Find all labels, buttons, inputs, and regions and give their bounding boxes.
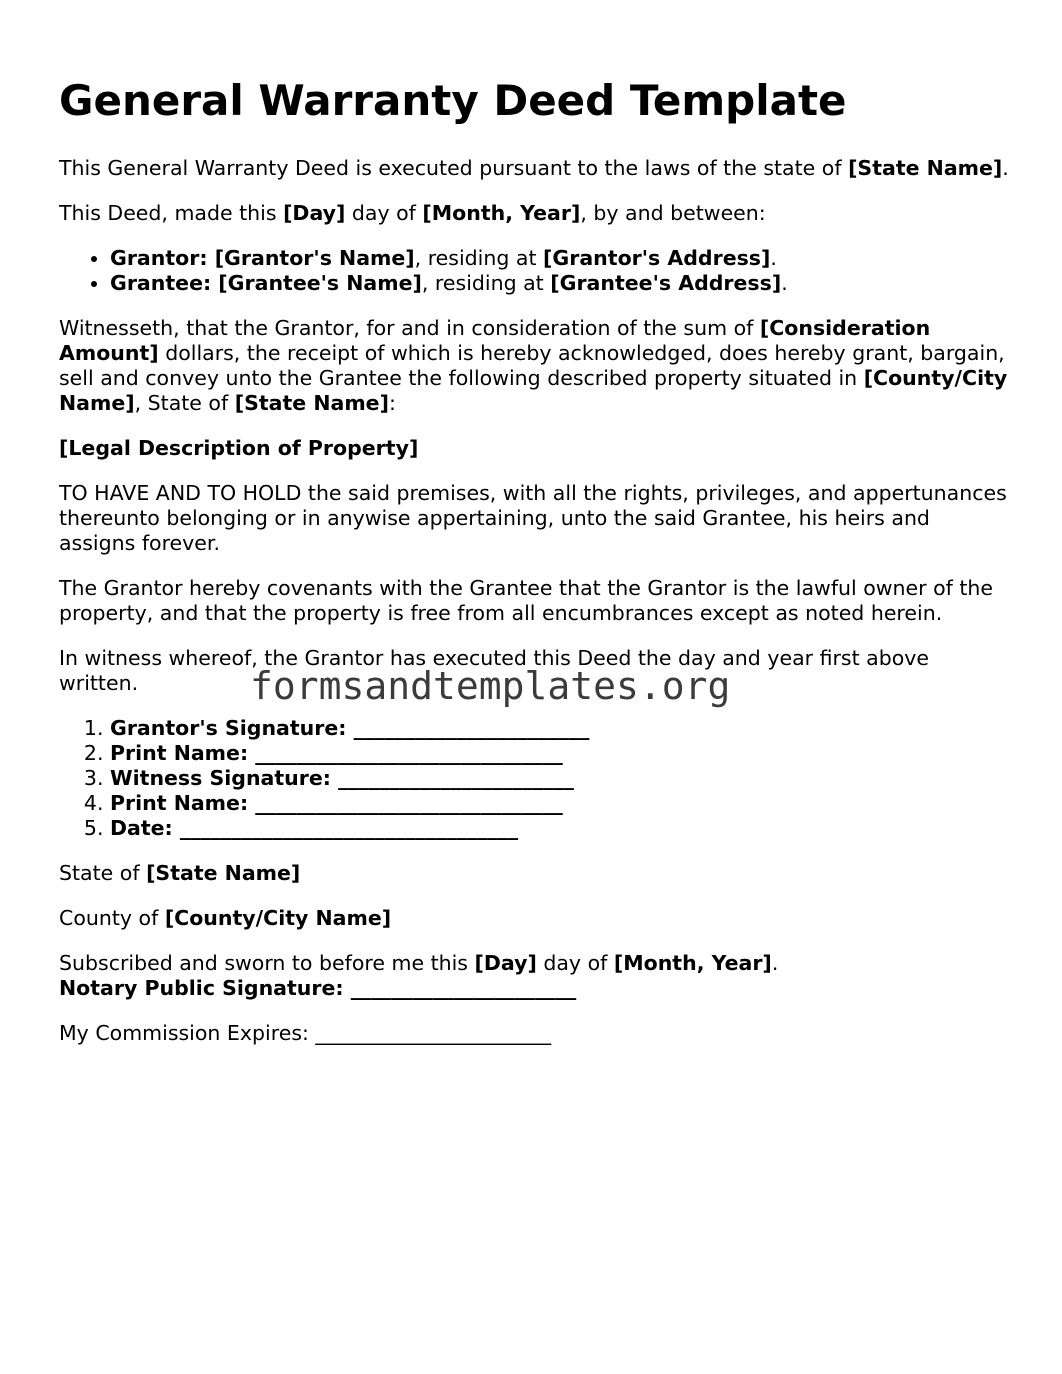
witnesseth-text-2: dollars, the receipt of which is hereby acknowledged, does hereby grant, bargain, sell and convey unto the Grantee the following described property situated in: [59, 341, 1005, 390]
parties-list: [59, 246, 1009, 296]
county-label: County of: [59, 906, 165, 930]
county-line: [59, 906, 1009, 931]
covenant-paragraph: The Grantor hereby covenants with the Grantee that the Grantor is the lawful owner of the property, and that the property is free from all encumbrances except as noted herein.: [59, 576, 994, 625]
grantee-end: .: [781, 271, 788, 295]
signature-line: [110, 766, 1009, 791]
day-placeholder: [Day]: [283, 201, 346, 225]
watermark: formsandtemplates.org: [250, 664, 731, 708]
state-line: [59, 861, 1009, 886]
intro-text: This General Warranty Deed is executed pursuant to the laws of the state of: [59, 156, 849, 180]
legal-description-placeholder: [Legal Description of Property]: [59, 436, 419, 460]
sworn-end: .: [771, 951, 779, 975]
witness-print-name-line: Print Name: ______________________________: [110, 791, 563, 815]
sworn-text-2: day of: [536, 951, 614, 975]
grantor-address: [Grantor's Address]: [543, 246, 771, 270]
grantor-signature-line: Grantor's Signature: _______________________: [110, 716, 590, 740]
grantor-item: [110, 246, 1009, 271]
grantee-residing: , residing at: [421, 271, 551, 295]
witnesseth-text-3: , State of: [134, 391, 235, 415]
witness-signature-line: Witness Signature: _______________________: [110, 766, 574, 790]
document: [59, 76, 1009, 1066]
state-value: [State Name]: [146, 861, 301, 885]
state-name-placeholder: [State Name]: [848, 156, 1003, 180]
county-value: [County/City Name]: [164, 906, 392, 930]
signature-line: [110, 741, 1009, 766]
intro-end: .: [1002, 156, 1009, 180]
made-text-3: , by and between:: [580, 201, 766, 225]
signature-list: [59, 716, 1009, 841]
notary-signature-line: Notary Public Signature: ______________________: [59, 976, 577, 1000]
grantor-print-name-line: Print Name: ______________________________: [110, 741, 563, 765]
page-title: General Warranty Deed Template: [59, 76, 847, 125]
intro-paragraph: [59, 156, 1009, 181]
grantee-item: [110, 271, 1009, 296]
commission-line: My Commission Expires: _______________________: [59, 1021, 552, 1045]
grantee-name: Grantee: [Grantee's Name]: [110, 271, 422, 295]
made-paragraph: [59, 201, 1009, 226]
legal-description: [59, 436, 1009, 461]
sworn-paragraph: [59, 951, 1009, 1001]
witnesseth-paragraph: [59, 316, 1009, 416]
made-text: This Deed, made this: [59, 201, 284, 225]
made-text-2: day of: [345, 201, 423, 225]
grantor-residing: , residing at: [414, 246, 544, 270]
county-placeholder: [County/City Name]: [59, 366, 1008, 415]
signature-line: [110, 716, 1009, 741]
witnesseth-end: :: [388, 391, 396, 415]
signature-line: [110, 816, 1009, 841]
month-year-placeholder: [Month, Year]: [422, 201, 581, 225]
witnesseth-text: Witnesseth, that the Grantor, for and in consideration of the sum of: [59, 316, 760, 340]
grantor-name: Grantor: [Grantor's Name]: [110, 246, 415, 270]
grantor-end: .: [770, 246, 777, 270]
state-label: State of: [59, 861, 147, 885]
grantee-address: [Grantee's Address]: [550, 271, 782, 295]
witness-clause: In witness whereof, the Grantor has executed this Deed the day and year first above written.: [59, 646, 930, 695]
signature-line: [110, 791, 1009, 816]
state-placeholder: [State Name]: [234, 391, 389, 415]
consideration-placeholder: [Consideration Amount]: [59, 316, 931, 365]
habendum-paragraph: TO HAVE AND TO HOLD the said premises, with all the rights, privileges, and appertunances thereunto belonging or in anywise appertaining, unto the said Grantee, his heirs and assigns forever.: [59, 481, 1007, 555]
sworn-text: Subscribed and sworn to before me this: [59, 951, 475, 975]
sworn-month-year: [Month, Year]: [613, 951, 772, 975]
date-line: Date: _________________________________: [110, 816, 519, 840]
sworn-day: [Day]: [474, 951, 537, 975]
